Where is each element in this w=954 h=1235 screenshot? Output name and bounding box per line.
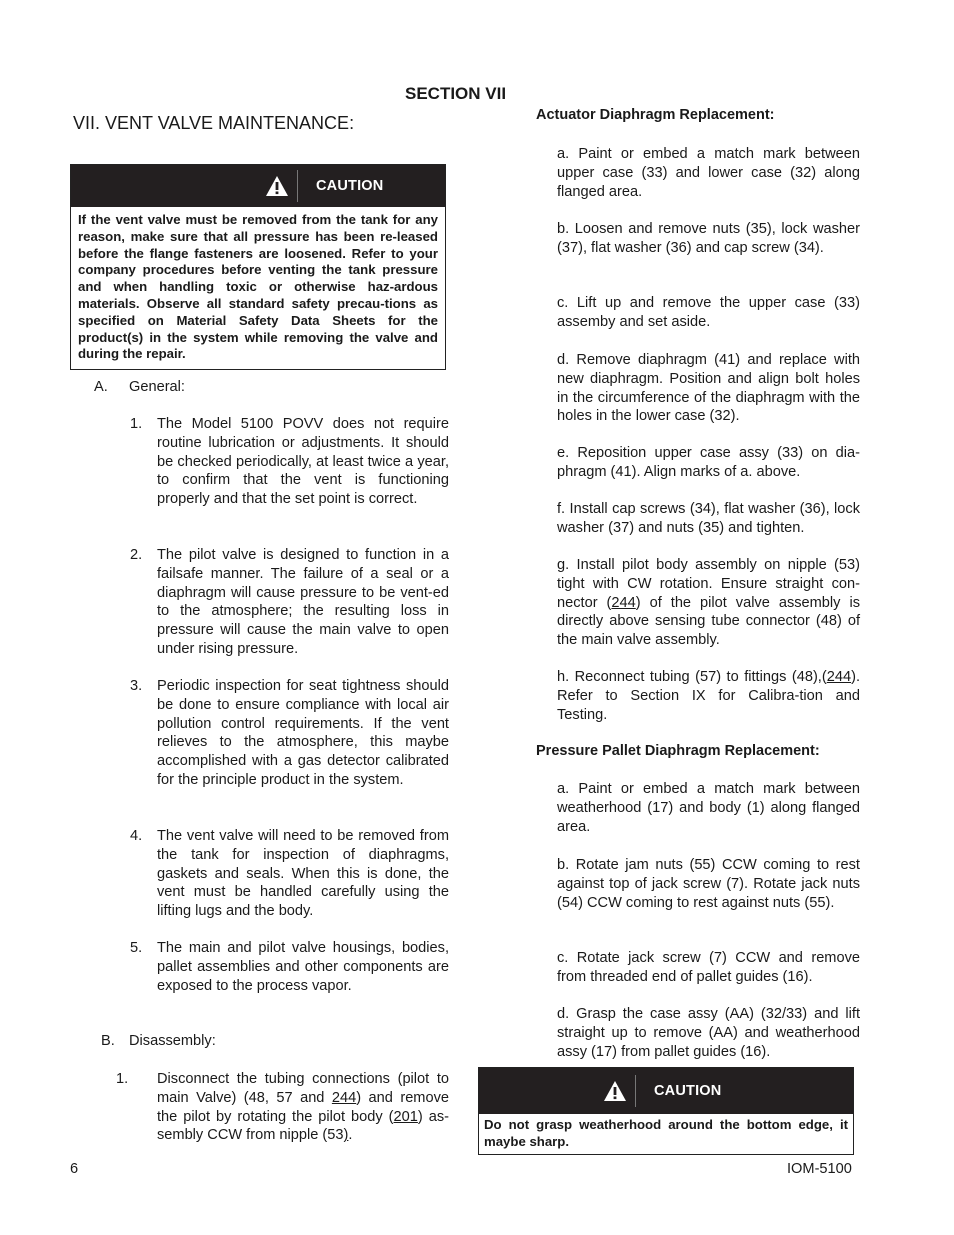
list-item-number: 2.: [130, 547, 143, 563]
step-text: [557, 668, 860, 724]
caution-divider: [297, 170, 298, 202]
caution-label: CAUTION: [654, 1083, 722, 1099]
text-segment: ) and remove the pilot by rotating the pilot body (: [157, 1089, 449, 1125]
actuator-heading: Actuator Diaphragm Replacement:: [536, 107, 775, 123]
main-heading: VII. VENT VALVE MAINTENANCE:: [73, 113, 355, 133]
section-title: SECTION VII: [405, 84, 507, 103]
warning-icon: [603, 1080, 627, 1102]
text-segment: g. Install pilot body assembly on nipple (53) tight with CW rotation. Ensure straight con-nector (: [557, 557, 860, 611]
step-text: c. Lift up and remove the upper case (33) assemby and set aside.: [557, 295, 860, 330]
list-item-text: The pilot valve is designed to function in a failsafe manner. The failure of a seal or a diaphragm will cause pressure to be vent-ed to the atmosphere; the resulting loss in pressure will cause the main valve to open under rising pressure.: [157, 547, 449, 657]
caution-text: Do not grasp weatherhood around the bottom edge, it maybe sharp.: [484, 1117, 848, 1149]
part-ref: 244: [826, 669, 852, 685]
step-text: f. Install cap screws (34), flat washer (36), lock washer (37) and nuts (35) and tighten.: [557, 501, 860, 536]
warning-icon: [265, 175, 289, 197]
text-segment: ) as-sembly CCW from nipple (53: [157, 1108, 449, 1144]
step-text: b. Rotate jam nuts (55) CCW coming to rest against top of jack screw (7). Rotate jack nuts (54) CCW coming to rest against nuts (55).: [557, 857, 860, 911]
part-ref: 244: [331, 1089, 357, 1106]
step-text: a. Paint or embed a match mark between weatherhood (17) and body (1) along flanged area.: [557, 781, 860, 835]
list-item-text: The main and pilot valve housings, bodies, pallet assemblies and other components are exposed to the process vapor.: [157, 940, 449, 994]
caution-label: CAUTION: [316, 178, 384, 194]
pallet-heading: Pressure Pallet Diaphragm Replacement:: [536, 743, 820, 759]
list-item-number: 4.: [130, 828, 143, 844]
step-text: [557, 556, 860, 650]
list-item-number: 1.: [116, 1071, 129, 1087]
text-segment: ). Refer to Section IX for Calibra-tion and Testing.: [557, 669, 860, 723]
document-id: IOM-5100: [787, 1161, 852, 1177]
section-letter-b: B.: [101, 1033, 115, 1049]
disassembly-title: Disassembly:: [129, 1033, 216, 1049]
step-text: d. Remove diaphragm (41) and replace with new diaphragm. Position and align bolt holes in the circumference of the diaphragm with the holes in the lower case (32).: [557, 352, 860, 425]
step-text: b. Loosen and remove nuts (35), lock washer (37), flat washer (36) and cap screw (34).: [557, 221, 860, 256]
list-item-text: The Model 5100 POVV does not require routine lubrication or adjustments. It should be checked periodically, at least twice a year, to confirm that the vent is functioning properly and that the set point is correct.: [157, 416, 449, 508]
caution-text: If the vent valve must be removed from the tank for any reason, make sure that all pressure has been re-leased before the flange fasteners are loosened. Refer to your company procedures before venting the tank pressure and when handling toxic or otherwise haz-ardous materials. Observe all standard safety precau-tions as specified on Material Safety Data Sheets for the product(s) in the system while removing the valve and during the repair.: [78, 212, 438, 362]
text-segment: .: [348, 1127, 353, 1144]
list-item-text: Periodic inspection for seat tightness should be done to ensure compliance with local air pollution control requirements. If the vent relieves to the atmosphere, this maybe accomplished with a gas detector calibrated for the principle product in the system.: [157, 678, 449, 788]
step-text: c. Rotate jack screw (7) CCW and remove from threaded end of pallet guides (16).: [557, 950, 860, 985]
general-title: General:: [129, 379, 185, 395]
text-segment: h. Reconnect tubing (57) to fittings (48),(: [557, 669, 827, 685]
step-text: e. Reposition upper case assy (33) on dia-phragm (41). Align marks of a. above.: [557, 445, 860, 480]
step-text: d. Grasp the case assy (AA) (32/33) and lift straight up to remove (AA) and weatherhood assy (17) from pallet guides (16).: [557, 1006, 860, 1060]
caution-divider: [635, 1075, 636, 1107]
caution-box-1: [70, 164, 446, 370]
list-item-text: [157, 1070, 449, 1145]
caution-bar: [71, 165, 445, 207]
list-item-number: 5.: [130, 940, 143, 956]
list-item-number: 1.: [130, 416, 143, 432]
section-letter-a: A.: [94, 379, 108, 395]
part-ref: 201: [393, 1108, 418, 1125]
part-ref: ): [343, 1127, 349, 1144]
caution-box-2: [478, 1067, 854, 1155]
text-segment: Disconnect the tubing connections (pilot to main Valve) (48, 57 and: [157, 1071, 449, 1106]
list-item-number: 3.: [130, 678, 143, 694]
step-text: a. Paint or embed a match mark between upper case (33) and lower case (32) along flanged area.: [557, 146, 860, 200]
text-segment: ) of the pilot valve assembly is directly above sensing tube connector (48) of the main valve assembly.: [557, 594, 860, 649]
caution-bar: [479, 1068, 853, 1114]
part-ref: 244: [611, 594, 636, 611]
list-item-text: The vent valve will need to be removed from the tank for inspection of diaphragms, gaskets and seals. When this is done, the vent must be handled carefully using the lifting lugs and the body.: [157, 828, 449, 920]
page-number: 6: [70, 1161, 79, 1177]
